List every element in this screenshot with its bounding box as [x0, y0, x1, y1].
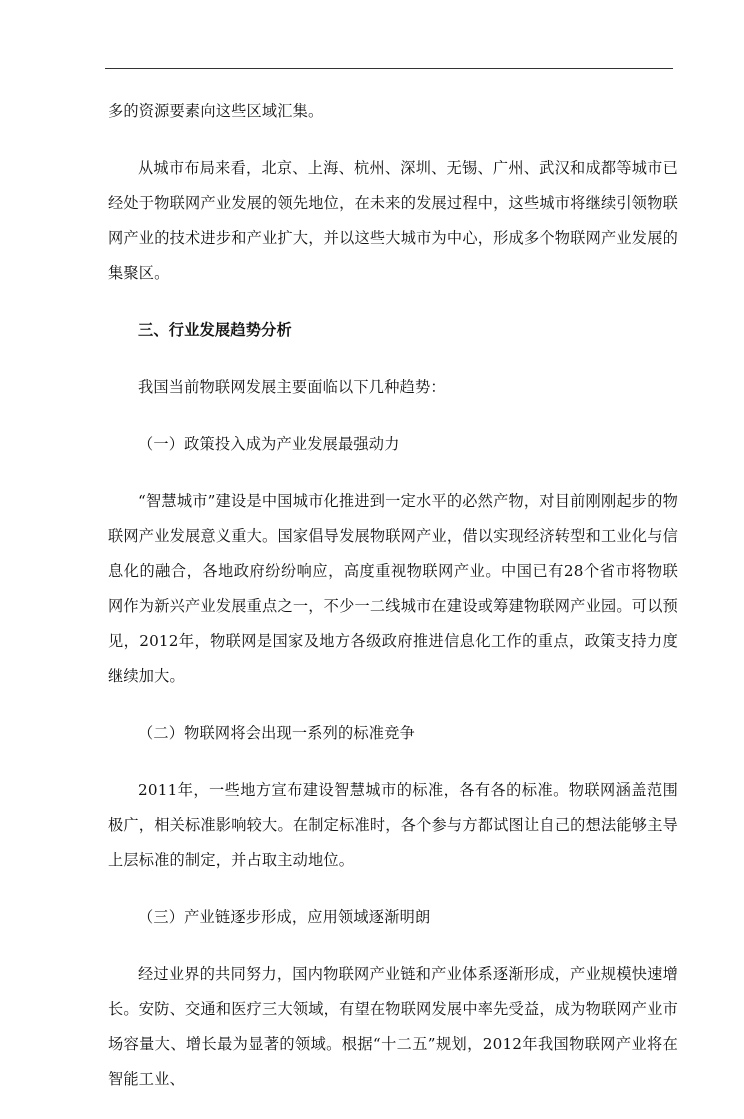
paragraph-industry-chain: 经过业界的共同努力，国内物联网产业链和产业体系逐渐形成，产业规模快速增长。安防、交通和医疗三大领域，有望在物联网发展中率先受益，成为物联网产业市场容量大、增长最为显著的领域。根据“十二五”规划，2012年我国物联网产业将在智能工业、	[108, 965, 678, 1088]
subheading-policy: （一）政策投入成为产业发展最强动力	[138, 435, 400, 453]
paragraph-intro: 我国当前物联网发展主要面临以下几种趋势：	[138, 378, 446, 396]
subheading-industry-chain: （三）产业链逐步形成，应用领域逐渐明朗	[138, 908, 431, 926]
paragraph-policy: “智慧城市”建设是中国城市化推进到一定水平的必然产物，对目前刚刚起步的物联网产业发展意义重大。国家倡导发展物联网产业，借以实现经济转型和工业化与信息化的融合，各地政府纷纷响应，高度重视物联网产业。中国已有28个省市将物联网作为新兴产业发展重点之一，不少一二线城市在建设或筹建物联网产业园。可以预见，2012年，物联网是国家及地方各级政府推进信息化工作的重点，政策支持力度继续加大。	[108, 492, 678, 685]
header-rule	[105, 68, 673, 69]
section-heading: 三、行业发展趋势分析	[138, 321, 292, 339]
document-body	[108, 94, 678, 1119]
paragraph-continuation: 多的资源要素向这些区域汇集。	[108, 102, 324, 120]
paragraph-standards: 2011年，一些地方宣布建设智慧城市的标准，各有各的标准。物联网涵盖范围极广，相关标准影响较大。在制定标准时，各个参与方都试图让自己的想法能够主导上层标准的制定，并占取主动地位。	[108, 781, 678, 869]
subheading-standards: （二）物联网将会出现一系列的标准竞争	[138, 724, 415, 742]
paragraph-city-layout: 从城市布局来看，北京、上海、杭州、深圳、无锡、广州、武汉和成都等城市已经处于物联网产业发展的领先地位，在未来的发展过程中，这些城市将继续引领物联网产业的技术进步和产业扩大，并以这些大城市为中心，形成多个物联网产业发展的集聚区。	[108, 159, 678, 282]
